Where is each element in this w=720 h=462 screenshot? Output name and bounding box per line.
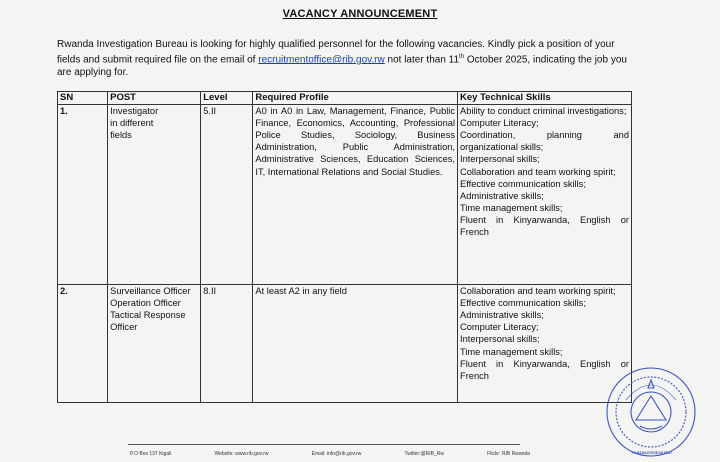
header-profile: Required Profile	[253, 92, 458, 105]
skill-item: Collaboration and team working spirit;	[460, 286, 616, 297]
post-line: fields	[110, 130, 132, 141]
post-line: Investigator	[110, 106, 159, 117]
row-skills	[458, 105, 632, 285]
footer-divider	[128, 444, 520, 445]
skill-item: Fluent in Kinyarwanda, English or French	[460, 358, 629, 381]
skill-item: Effective communication skills;	[460, 178, 586, 189]
table-header-row	[58, 92, 632, 105]
row-profile: A0 in A0 in Law, Management, Finance, Public Finance, Economics, Accounting, Professional Police Studies, Sociology, Business Administration, Public Administration, Administrative Sciences, Education Sciences, IT, International Relations and Social Studies.	[253, 105, 458, 285]
row-sn: 2.	[58, 285, 108, 403]
skill-item: Collaboration and team working spirit;	[460, 166, 616, 177]
intro-text-3: October 2025, indicating the job you are applying for.	[57, 54, 627, 79]
footer-twitter[interactable]: Twitter:@RIB_Rw	[404, 451, 445, 457]
skill-item: Computer Literacy;	[460, 322, 539, 333]
page-title: VACANCY ANNOUNCEMENT	[282, 8, 438, 20]
row-level: 8.II	[201, 285, 253, 403]
footer-website[interactable]: Website: www.rib.gov.rw	[214, 451, 269, 457]
row-level: 5.II	[201, 105, 253, 285]
skill-item: Ability to conduct criminal investigations;	[460, 106, 627, 117]
header-sn: SN	[58, 92, 108, 105]
intro-text-2: not later than 11	[384, 54, 460, 66]
recruitment-email-link[interactable]: recruitmentoffice@rib.gov.rw	[258, 54, 385, 66]
row-sn: 1.	[58, 105, 108, 285]
skill-item: Administrative skills;	[460, 190, 544, 201]
post-line: Operation Officer	[110, 298, 181, 309]
rib-seal-stamp	[596, 360, 706, 460]
skill-item: Time management skills;	[460, 346, 563, 357]
skill-item: Computer Literacy;	[460, 118, 539, 129]
post-line: in different	[110, 118, 154, 129]
skill-item: Effective communication skills;	[460, 298, 586, 309]
row-profile: At least A2 in any field	[253, 285, 458, 403]
skill-item: Interpersonal skills;	[460, 154, 540, 165]
intro-paragraph	[57, 38, 637, 79]
footer	[130, 451, 530, 457]
post-line: Tactical Response Officer	[110, 310, 186, 333]
table-row	[58, 285, 632, 403]
footer-flickr[interactable]: Flickr: RIB Rwanda	[487, 451, 530, 457]
row-post	[108, 105, 201, 285]
skill-item: Fluent in Kinyarwanda, English or French	[460, 214, 629, 238]
skill-item: Coordination, planning and organizational skills;	[460, 130, 629, 153]
vacancy-table	[57, 91, 632, 403]
header-level: Level	[201, 92, 253, 105]
intro-text-1: Rwanda Investigation Bureau is looking for highly qualified personnel for the following vacancies. Kindly pick a position of your fields and submit required file on the email of	[57, 39, 615, 66]
post-line: Surveillance Officer	[110, 286, 191, 297]
footer-address: P.O Box 137 Kigali	[130, 451, 172, 457]
skill-item: Time management skills;	[460, 202, 563, 213]
footer-email[interactable]: Email: info@rib.gov.rw	[311, 451, 362, 457]
row-post	[108, 285, 201, 403]
skill-item: Administrative skills;	[460, 310, 544, 321]
header-post: POST	[108, 92, 201, 105]
table-row	[58, 105, 632, 285]
skill-item: Interpersonal skills;	[460, 334, 540, 345]
date-suffix: th	[459, 54, 465, 60]
seal-text: RWANDA INVESTIGATION BUREAU	[632, 450, 672, 455]
header-skills: Key Technical Skills	[458, 92, 632, 105]
